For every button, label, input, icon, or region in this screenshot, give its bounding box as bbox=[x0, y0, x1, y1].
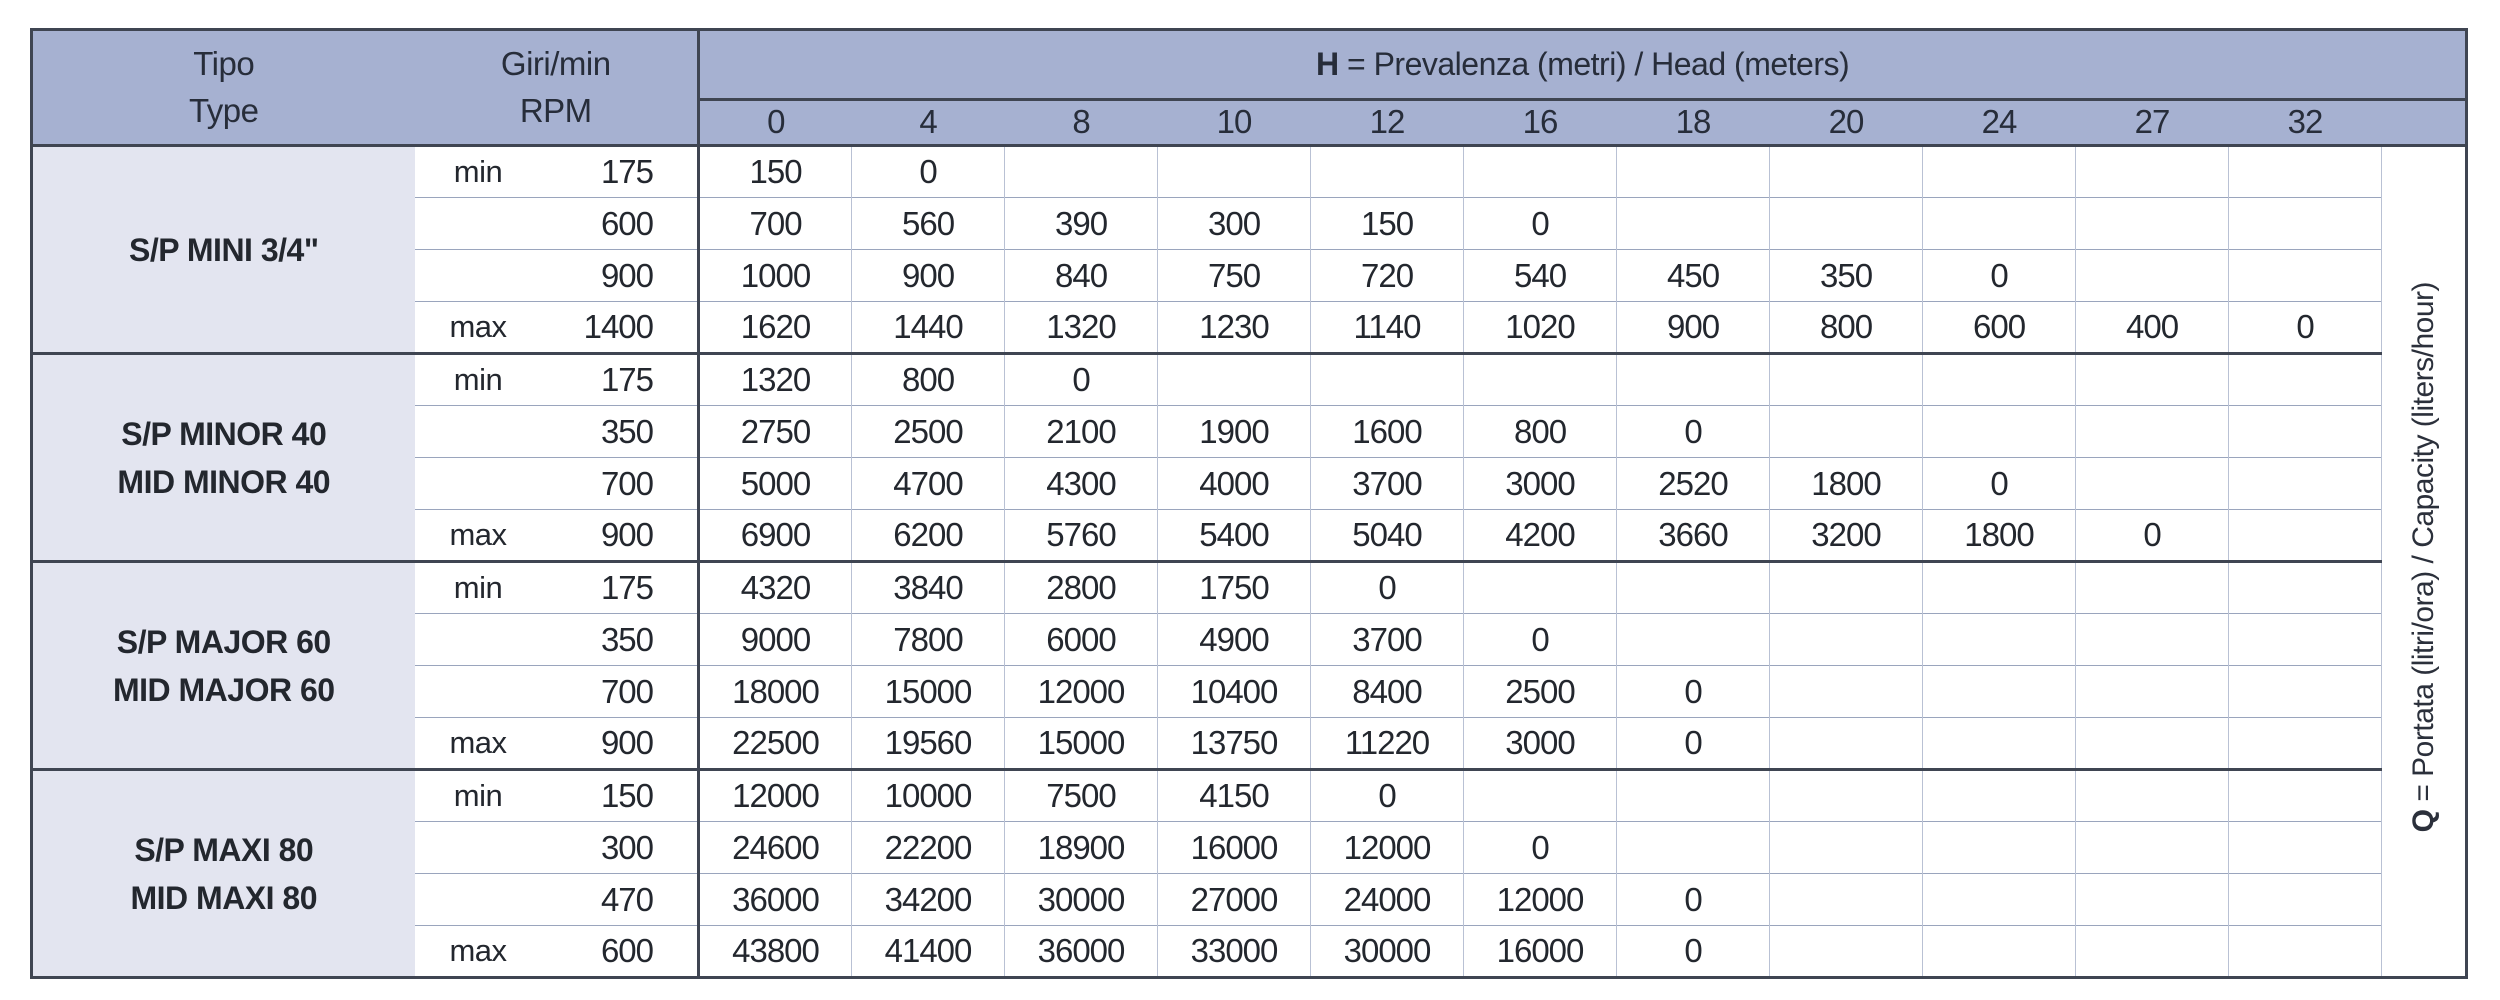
capacity-value-cell: 3200 bbox=[1770, 510, 1923, 562]
table-body bbox=[32, 146, 2467, 978]
pump-type-name: S/P MAJOR 60 bbox=[116, 623, 331, 660]
capacity-value-cell: 1320 bbox=[699, 354, 852, 406]
rpm-value-cell: 700 bbox=[542, 666, 699, 718]
capacity-value-cell: 24000 bbox=[1311, 874, 1464, 926]
capacity-value-cell: 12000 bbox=[1464, 874, 1617, 926]
capacity-value-cell: 0 bbox=[1617, 874, 1770, 926]
capacity-value-cell bbox=[1464, 146, 1617, 198]
capacity-value-cell: 350 bbox=[1770, 250, 1923, 302]
capacity-value-cell bbox=[2229, 666, 2382, 718]
capacity-value-cell bbox=[2076, 822, 2229, 874]
capacity-value-cell: 15000 bbox=[852, 666, 1005, 718]
pump-type-name: MID MAJOR 60 bbox=[112, 671, 335, 708]
capacity-value-cell: 4200 bbox=[1464, 510, 1617, 562]
capacity-value-cell: 2800 bbox=[1005, 562, 1158, 614]
capacity-value-cell: 3700 bbox=[1311, 614, 1464, 666]
capacity-value-cell bbox=[1923, 614, 2076, 666]
capacity-value-cell: 13750 bbox=[1158, 718, 1311, 770]
capacity-value-cell: 6900 bbox=[699, 510, 852, 562]
capacity-value-cell bbox=[1923, 770, 2076, 822]
capacity-value-cell: 1800 bbox=[1770, 458, 1923, 510]
capacity-value-cell: 0 bbox=[852, 146, 1005, 198]
capacity-value-cell bbox=[1770, 406, 1923, 458]
capacity-value-cell bbox=[2229, 874, 2382, 926]
capacity-value-cell: 0 bbox=[1464, 822, 1617, 874]
table-row bbox=[32, 770, 2467, 822]
capacity-value-cell bbox=[2076, 666, 2229, 718]
capacity-value-cell: 840 bbox=[1005, 250, 1158, 302]
table-row bbox=[32, 562, 2467, 614]
capacity-value-cell: 5000 bbox=[699, 458, 852, 510]
rpm-limit-cell: min bbox=[415, 562, 542, 614]
capacity-value-cell: 19560 bbox=[852, 718, 1005, 770]
rpm-limit-cell: min bbox=[415, 146, 542, 198]
capacity-value-cell bbox=[2229, 198, 2382, 250]
capacity-value-cell: 1000 bbox=[699, 250, 852, 302]
capacity-value-cell: 16000 bbox=[1464, 926, 1617, 978]
capacity-value-cell bbox=[2229, 562, 2382, 614]
capacity-value-cell bbox=[2076, 874, 2229, 926]
capacity-value-cell bbox=[1923, 198, 2076, 250]
rpm-value-cell: 150 bbox=[542, 770, 699, 822]
type-label-it: Tipo bbox=[193, 44, 255, 82]
capacity-value-cell: 600 bbox=[1923, 302, 2076, 354]
capacity-value-cell bbox=[1923, 146, 2076, 198]
capacity-value-cell bbox=[2076, 250, 2229, 302]
capacity-axis-cell bbox=[2382, 146, 2467, 978]
capacity-value-cell: 30000 bbox=[1311, 926, 1464, 978]
capacity-value-cell: 450 bbox=[1617, 250, 1770, 302]
capacity-value-cell bbox=[1923, 718, 2076, 770]
capacity-value-cell: 700 bbox=[699, 198, 852, 250]
table-row bbox=[32, 354, 2467, 406]
table-header bbox=[32, 30, 2467, 146]
capacity-value-cell bbox=[1770, 770, 1923, 822]
head-value-4: 4 bbox=[852, 100, 1005, 146]
capacity-value-cell bbox=[1617, 770, 1770, 822]
capacity-value-cell: 9000 bbox=[699, 614, 852, 666]
rpm-limit-cell: min bbox=[415, 770, 542, 822]
capacity-value-cell: 3700 bbox=[1311, 458, 1464, 510]
capacity-value-cell: 36000 bbox=[1005, 926, 1158, 978]
pump-capacity-table bbox=[30, 28, 2468, 979]
capacity-value-cell: 800 bbox=[852, 354, 1005, 406]
capacity-value-cell bbox=[2076, 770, 2229, 822]
capacity-value-cell: 7800 bbox=[852, 614, 1005, 666]
capacity-value-cell: 1140 bbox=[1311, 302, 1464, 354]
rpm-limit-cell: max bbox=[415, 510, 542, 562]
capacity-value-cell bbox=[1770, 146, 1923, 198]
capacity-value-cell: 0 bbox=[1617, 718, 1770, 770]
capacity-value-cell bbox=[2229, 822, 2382, 874]
capacity-value-cell: 5400 bbox=[1158, 510, 1311, 562]
capacity-value-cell bbox=[1005, 146, 1158, 198]
capacity-value-cell: 0 bbox=[1923, 250, 2076, 302]
head-label-prefix: H bbox=[1315, 46, 1339, 82]
rpm-limit-cell: max bbox=[415, 718, 542, 770]
capacity-value-cell bbox=[1770, 718, 1923, 770]
rpm-value-cell: 600 bbox=[542, 926, 699, 978]
rpm-value-cell: 900 bbox=[542, 718, 699, 770]
capacity-value-cell: 11220 bbox=[1311, 718, 1464, 770]
capacity-value-cell bbox=[1770, 666, 1923, 718]
capacity-value-cell bbox=[1311, 146, 1464, 198]
rpm-value-cell: 175 bbox=[542, 562, 699, 614]
capacity-value-cell: 18000 bbox=[699, 666, 852, 718]
capacity-value-cell: 4300 bbox=[1005, 458, 1158, 510]
capacity-value-cell: 0 bbox=[1617, 926, 1770, 978]
head-value-12: 12 bbox=[1311, 100, 1464, 146]
capacity-value-cell: 800 bbox=[1464, 406, 1617, 458]
capacity-value-cell: 36000 bbox=[699, 874, 852, 926]
capacity-value-cell bbox=[1617, 146, 1770, 198]
rpm-limit-cell bbox=[415, 406, 542, 458]
capacity-value-cell: 12000 bbox=[699, 770, 852, 822]
capacity-value-cell: 18900 bbox=[1005, 822, 1158, 874]
capacity-value-cell: 2520 bbox=[1617, 458, 1770, 510]
capacity-value-cell: 0 bbox=[1311, 562, 1464, 614]
capacity-value-cell: 15000 bbox=[1005, 718, 1158, 770]
capacity-value-cell: 0 bbox=[1923, 458, 2076, 510]
capacity-value-cell: 2500 bbox=[1464, 666, 1617, 718]
capacity-value-cell: 0 bbox=[1464, 198, 1617, 250]
pump-capacity-table-sheet bbox=[30, 28, 2468, 979]
pump-type-cell bbox=[32, 770, 415, 978]
capacity-value-cell bbox=[1923, 666, 2076, 718]
rpm-value-cell: 900 bbox=[542, 250, 699, 302]
type-column-header bbox=[32, 30, 415, 146]
capacity-value-cell: 4900 bbox=[1158, 614, 1311, 666]
capacity-value-cell: 0 bbox=[2229, 302, 2382, 354]
capacity-value-cell: 560 bbox=[852, 198, 1005, 250]
capacity-value-cell bbox=[1770, 614, 1923, 666]
capacity-value-cell: 400 bbox=[2076, 302, 2229, 354]
capacity-value-cell bbox=[2229, 354, 2382, 406]
capacity-value-cell bbox=[1617, 822, 1770, 874]
type-label-en: Type bbox=[188, 91, 259, 129]
capacity-value-cell bbox=[1770, 822, 1923, 874]
capacity-value-cell bbox=[2229, 718, 2382, 770]
capacity-value-cell bbox=[1770, 354, 1923, 406]
head-value-27: 27 bbox=[2076, 100, 2229, 146]
capacity-value-cell bbox=[1923, 926, 2076, 978]
capacity-value-cell bbox=[1617, 354, 1770, 406]
capacity-value-cell bbox=[2229, 614, 2382, 666]
capacity-value-cell: 43800 bbox=[699, 926, 852, 978]
capacity-value-cell: 22200 bbox=[852, 822, 1005, 874]
capacity-value-cell: 750 bbox=[1158, 250, 1311, 302]
capacity-value-cell: 0 bbox=[1005, 354, 1158, 406]
capacity-value-cell: 5040 bbox=[1311, 510, 1464, 562]
capacity-value-cell: 16000 bbox=[1158, 822, 1311, 874]
capacity-value-cell: 12000 bbox=[1311, 822, 1464, 874]
capacity-value-cell: 8400 bbox=[1311, 666, 1464, 718]
capacity-value-cell: 27000 bbox=[1158, 874, 1311, 926]
rpm-limit-cell bbox=[415, 666, 542, 718]
capacity-value-cell: 1600 bbox=[1311, 406, 1464, 458]
rpm-value-cell: 700 bbox=[542, 458, 699, 510]
pump-type-name: S/P MINOR 40 bbox=[121, 415, 327, 452]
capacity-value-cell: 12000 bbox=[1005, 666, 1158, 718]
rpm-label-en: RPM bbox=[519, 91, 592, 129]
pump-type-cell bbox=[32, 562, 415, 770]
capacity-value-cell: 900 bbox=[852, 250, 1005, 302]
pump-type-name: S/P MAXI 80 bbox=[134, 831, 314, 868]
rpm-value-cell: 300 bbox=[542, 822, 699, 874]
head-spacer-cell bbox=[2382, 100, 2467, 146]
capacity-value-cell: 10400 bbox=[1158, 666, 1311, 718]
capacity-value-cell: 1800 bbox=[1923, 510, 2076, 562]
rpm-column-header bbox=[415, 30, 699, 146]
pump-type-name: MID MAXI 80 bbox=[130, 879, 318, 916]
capacity-label-text: = Portata (litri/ora) / Capacity (liters/hour) bbox=[2406, 282, 2440, 810]
capacity-value-cell: 34200 bbox=[852, 874, 1005, 926]
capacity-label-prefix: Q bbox=[2406, 809, 2440, 833]
rpm-limit-cell bbox=[415, 250, 542, 302]
capacity-value-cell: 1900 bbox=[1158, 406, 1311, 458]
head-value-0: 0 bbox=[699, 100, 852, 146]
pump-type-name: MID MINOR 40 bbox=[117, 463, 331, 500]
capacity-value-cell bbox=[2076, 406, 2229, 458]
capacity-value-cell bbox=[1464, 770, 1617, 822]
capacity-value-cell: 2500 bbox=[852, 406, 1005, 458]
rpm-label-it: Giri/min bbox=[500, 44, 611, 82]
capacity-value-cell bbox=[2229, 146, 2382, 198]
capacity-value-cell: 41400 bbox=[852, 926, 1005, 978]
capacity-value-cell: 10000 bbox=[852, 770, 1005, 822]
capacity-value-cell: 150 bbox=[699, 146, 852, 198]
capacity-value-cell bbox=[2076, 562, 2229, 614]
capacity-value-cell: 4000 bbox=[1158, 458, 1311, 510]
capacity-value-cell: 6200 bbox=[852, 510, 1005, 562]
head-value-8: 8 bbox=[1005, 100, 1158, 146]
capacity-value-cell bbox=[1770, 874, 1923, 926]
capacity-value-cell bbox=[1617, 614, 1770, 666]
capacity-value-cell bbox=[1770, 562, 1923, 614]
capacity-value-cell bbox=[1923, 354, 2076, 406]
capacity-value-cell bbox=[1311, 354, 1464, 406]
rpm-limit-cell bbox=[415, 198, 542, 250]
capacity-value-cell: 0 bbox=[1617, 666, 1770, 718]
capacity-value-cell bbox=[1464, 562, 1617, 614]
capacity-value-cell: 22500 bbox=[699, 718, 852, 770]
capacity-value-cell: 4700 bbox=[852, 458, 1005, 510]
rpm-value-cell: 350 bbox=[542, 614, 699, 666]
capacity-value-cell: 1020 bbox=[1464, 302, 1617, 354]
capacity-value-cell bbox=[1923, 406, 2076, 458]
head-value-16: 16 bbox=[1464, 100, 1617, 146]
capacity-value-cell bbox=[2076, 146, 2229, 198]
capacity-value-cell bbox=[1158, 354, 1311, 406]
capacity-value-cell: 6000 bbox=[1005, 614, 1158, 666]
rpm-limit-cell bbox=[415, 458, 542, 510]
rpm-value-cell: 350 bbox=[542, 406, 699, 458]
capacity-value-cell bbox=[2076, 718, 2229, 770]
rpm-value-cell: 175 bbox=[542, 354, 699, 406]
capacity-value-cell: 7500 bbox=[1005, 770, 1158, 822]
capacity-value-cell: 0 bbox=[1464, 614, 1617, 666]
capacity-value-cell bbox=[1923, 562, 2076, 614]
capacity-value-cell: 3000 bbox=[1464, 458, 1617, 510]
capacity-value-cell: 1620 bbox=[699, 302, 852, 354]
capacity-value-cell: 1440 bbox=[852, 302, 1005, 354]
capacity-value-cell: 150 bbox=[1311, 198, 1464, 250]
rpm-value-cell: 900 bbox=[542, 510, 699, 562]
capacity-value-cell: 390 bbox=[1005, 198, 1158, 250]
capacity-value-cell: 4320 bbox=[699, 562, 852, 614]
capacity-value-cell: 720 bbox=[1311, 250, 1464, 302]
capacity-value-cell: 540 bbox=[1464, 250, 1617, 302]
capacity-value-cell bbox=[1617, 198, 1770, 250]
capacity-value-cell: 0 bbox=[1311, 770, 1464, 822]
rpm-limit-cell bbox=[415, 614, 542, 666]
capacity-value-cell bbox=[2229, 458, 2382, 510]
capacity-value-cell: 24600 bbox=[699, 822, 852, 874]
capacity-value-cell bbox=[1923, 822, 2076, 874]
capacity-value-cell bbox=[1617, 562, 1770, 614]
capacity-value-cell: 1320 bbox=[1005, 302, 1158, 354]
capacity-value-cell: 33000 bbox=[1158, 926, 1311, 978]
capacity-value-cell: 1230 bbox=[1158, 302, 1311, 354]
head-value-32: 32 bbox=[2229, 100, 2382, 146]
capacity-value-cell: 300 bbox=[1158, 198, 1311, 250]
capacity-value-cell: 900 bbox=[1617, 302, 1770, 354]
rpm-limit-cell: max bbox=[415, 302, 542, 354]
head-value-20: 20 bbox=[1770, 100, 1923, 146]
capacity-value-cell: 0 bbox=[1617, 406, 1770, 458]
pump-type-cell bbox=[32, 146, 415, 354]
capacity-value-cell bbox=[2076, 458, 2229, 510]
capacity-value-cell: 3660 bbox=[1617, 510, 1770, 562]
pump-type-name: S/P MINI 3/4" bbox=[129, 231, 319, 268]
rpm-limit-cell bbox=[415, 822, 542, 874]
head-value-18: 18 bbox=[1617, 100, 1770, 146]
rpm-limit-cell: min bbox=[415, 354, 542, 406]
rpm-value-cell: 600 bbox=[542, 198, 699, 250]
capacity-value-cell: 800 bbox=[1770, 302, 1923, 354]
capacity-value-cell: 30000 bbox=[1005, 874, 1158, 926]
capacity-value-cell: 5760 bbox=[1005, 510, 1158, 562]
capacity-value-cell: 3000 bbox=[1464, 718, 1617, 770]
capacity-value-cell bbox=[2229, 926, 2382, 978]
capacity-value-cell: 3840 bbox=[852, 562, 1005, 614]
rpm-value-cell: 470 bbox=[542, 874, 699, 926]
head-value-10: 10 bbox=[1158, 100, 1311, 146]
capacity-value-cell bbox=[1770, 926, 1923, 978]
capacity-value-cell bbox=[2229, 406, 2382, 458]
capacity-value-cell bbox=[2076, 198, 2229, 250]
capacity-value-cell bbox=[1770, 198, 1923, 250]
capacity-value-cell bbox=[2229, 250, 2382, 302]
table-row bbox=[32, 146, 2467, 198]
capacity-value-cell bbox=[1464, 354, 1617, 406]
rpm-limit-cell: max bbox=[415, 926, 542, 978]
capacity-value-cell bbox=[2076, 614, 2229, 666]
capacity-value-cell: 0 bbox=[2076, 510, 2229, 562]
header-row-labels bbox=[32, 30, 2467, 100]
head-meters-header bbox=[699, 30, 2467, 100]
capacity-value-cell bbox=[2229, 510, 2382, 562]
capacity-value-cell bbox=[1158, 146, 1311, 198]
head-label-text: = Prevalenza (metri) / Head (meters) bbox=[1338, 46, 1850, 82]
capacity-value-cell bbox=[2229, 770, 2382, 822]
capacity-axis-label bbox=[2407, 282, 2441, 832]
capacity-value-cell bbox=[1923, 874, 2076, 926]
capacity-value-cell: 2100 bbox=[1005, 406, 1158, 458]
head-value-24: 24 bbox=[1923, 100, 2076, 146]
capacity-value-cell: 2750 bbox=[699, 406, 852, 458]
capacity-value-cell bbox=[2076, 926, 2229, 978]
capacity-value-cell bbox=[2076, 354, 2229, 406]
capacity-value-cell: 4150 bbox=[1158, 770, 1311, 822]
capacity-value-cell: 1750 bbox=[1158, 562, 1311, 614]
rpm-value-cell: 1400 bbox=[542, 302, 699, 354]
rpm-limit-cell bbox=[415, 874, 542, 926]
pump-type-cell bbox=[32, 354, 415, 562]
rpm-value-cell: 175 bbox=[542, 146, 699, 198]
